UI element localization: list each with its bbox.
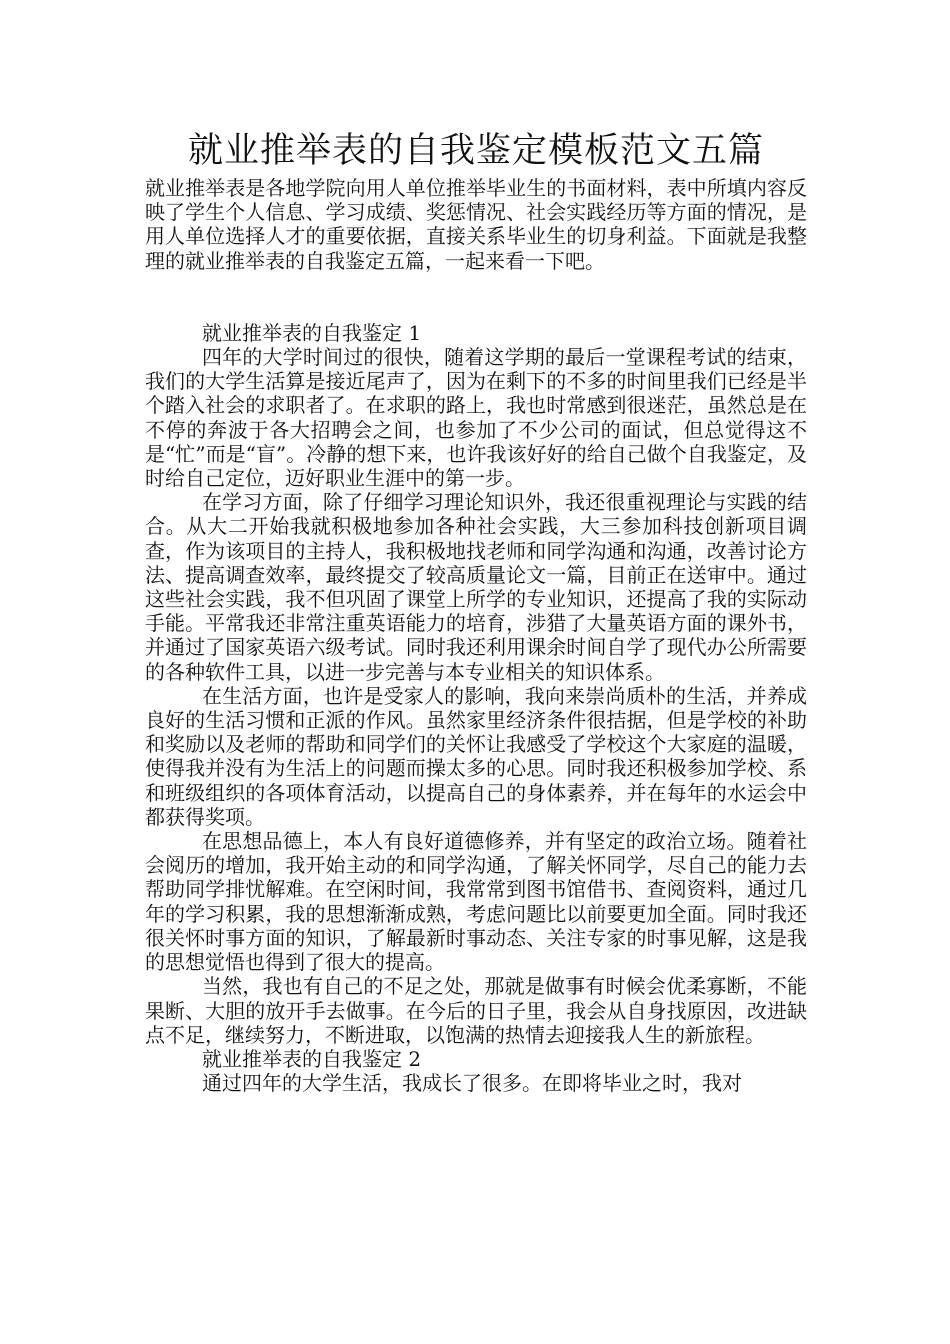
body-paragraph: 通过四年的大学生活，我成长了很多。在即将毕业之时，我对 xyxy=(202,1071,742,1096)
intro-paragraph: 就业推举表是各地学院向用人单位推举毕业生的书面材料，表中所填内容反映了学生个人信息、学习成绩、奖惩情况、社会实践经历等方面的情况，是用人单位选择人才的重要依据，直接关系毕业生的切身利益。下面就是我整理的就业推举表的自我鉴定五篇，一起来看一下吧。 xyxy=(145,176,807,273)
body-paragraph: 在生活方面，也许是受家人的影响，我向来崇尚质朴的生活，并养成良好的生活习惯和正派的作风。虽然家里经济条件很拮据，但是学校的补助和奖励以及老师的帮助和同学们的关怀让我感受了学校这个大家庭的温暖，使得我并没有为生活上的问题而操太多的心思。同时我还积极参加学校、系和班级组织的各项体育活动，以提高自己的身体素养，并在每年的水运会中都获得奖项。 xyxy=(145,683,807,829)
document-page xyxy=(145,128,807,1095)
blank-line xyxy=(145,273,807,321)
body-paragraph: 在学习方面，除了仔细学习理论知识外，我还很重视理论与实践的结合。从大二开始我就积极地参加各种社会实践，大三参加科技创新项目调查，作为该项目的主持人，我积极地找老师和同学沟通和沟通，改善讨论方法、提高调查效率，最终提交了较高质量论文一篇，目前正在送审中。通过这些社会实践，我不但巩固了课堂上所学的专业知识，还提高了我的实际动手能。平常我还非常注重英语能力的培育，涉猎了大量英语方面的课外书，并通过了国家英语六级考试。同时我还利用课余时间自学了现代办公所需要的各种软件工具，以进一步完善与本专业相关的知识体系。 xyxy=(145,490,807,684)
document-title: 就业推举表的自我鉴定模板范文五篇 xyxy=(187,131,764,171)
section-heading-1: 就业推举表的自我鉴定 1 xyxy=(202,320,422,345)
body-paragraph: 当然，我也有自己的不足之处，那就是做事有时候会优柔寡断，不能果断、大胆的放开手去做事。在今后的日子里，我会从自身找原因，改进缺点不足，继续努力，不断进取，以饱满的热情去迎接我人生的新旅程。 xyxy=(145,974,807,1047)
body-paragraph: 四年的大学时间过的很快，随着这学期的最后一堂课程考试的结束，我们的大学生活算是接近尾声了，因为在剩下的不多的时间里我们已经是半个踏入社会的求职者了。在求职的路上，我也时常感到很迷茫，虽然总是在不停的奔波于各大招聘会之间，也参加了不少公司的面试，但总觉得这不是“忙”而是“盲”。冷静的想下来，也许我该好好的给自己做个自我鉴定，及时给自己定位，迈好职业生涯中的第一步。 xyxy=(145,345,807,491)
section-heading-2: 就业推举表的自我鉴定 2 xyxy=(202,1046,422,1071)
body-paragraph: 在思想品德上，本人有良好道德修养，并有坚定的政治立场。随着社会阅历的增加，我开始主动的和同学沟通，了解关怀同学，尽自己的能力去帮助同学排忧解难。在空闲时间，我常常到图书馆借书、查阅资料，通过几年的学习积累，我的思想渐渐成熟，考虑问题比以前要更加全面。同时我还很关怀时事方面的知识，了解最新时事动态、关注专家的时事见解，这是我的思想觉悟也得到了很大的提高。 xyxy=(145,829,807,975)
